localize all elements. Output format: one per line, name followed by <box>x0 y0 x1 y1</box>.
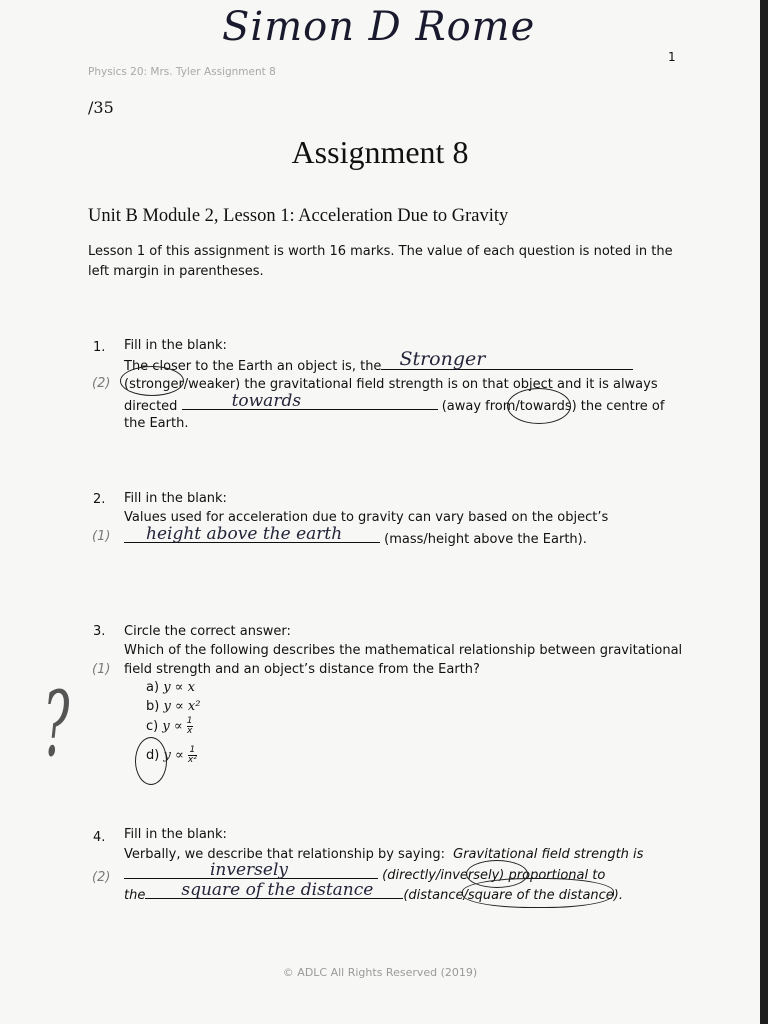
student-signature: Simon D Rome <box>222 4 536 50</box>
q3-option-a-letter: a) <box>146 680 160 695</box>
q1-answer2: towards <box>231 391 302 411</box>
q1-line4: the Earth. <box>124 416 189 431</box>
q1-number: 1. <box>93 340 106 355</box>
q3-option-a-prop: y ∝ <box>163 680 184 695</box>
q3-margin-note: ? <box>42 672 70 777</box>
q3-option-d-fraction <box>188 746 197 765</box>
q4-line1-text: Verbally, we describe that relationship by saying: <box>124 847 445 862</box>
q4-answer2: square of the distance <box>181 880 374 900</box>
q4-line3-text: the <box>124 888 146 903</box>
q4-marks: (2) <box>92 870 111 885</box>
q1-line1-text: The closer to the Earth an object is, the <box>124 359 382 374</box>
q3-option-c-prop: y ∝ <box>162 719 183 734</box>
q3-option-b-prop: y ∝ <box>163 699 184 714</box>
q4-line1-italic: Gravitational field strength is <box>453 847 644 862</box>
q1-blank2 <box>182 391 438 411</box>
q3-option-c-fraction <box>187 717 193 736</box>
q2-answer: height above the earth <box>146 524 343 544</box>
q3-option-d-num: 1 <box>189 745 196 755</box>
q3-option-c[interactable] <box>146 717 193 736</box>
q2-line2 <box>124 524 587 550</box>
q4-line3-end: (distance/square of the distance). <box>403 888 624 903</box>
q3-option-c-den: x <box>187 726 193 736</box>
q3-option-d-prop: y ∝ <box>163 748 184 763</box>
q4-answer1: inversely <box>210 860 289 880</box>
q4-circle-square <box>462 878 614 908</box>
q3-option-b-letter: b) <box>146 699 160 714</box>
q2-prompt: Fill in the blank: <box>124 491 227 506</box>
q3-line1: Which of the following describes the mathematical relationship between gravitational <box>124 643 683 658</box>
q2-blank <box>124 524 380 544</box>
q3-option-a[interactable] <box>146 680 195 695</box>
course-header: Physics 20: Mrs. Tyler Assignment 8 <box>88 66 276 78</box>
q1-circle-stronger <box>120 366 184 396</box>
q4-prompt: Fill in the blank: <box>124 827 227 842</box>
q2-line1: Values used for acceleration due to gravity can vary based on the object’s <box>124 510 609 525</box>
q3-circle-d <box>135 737 167 785</box>
q3-option-c-num: 1 <box>186 716 193 726</box>
q2-number: 2. <box>93 492 106 507</box>
q1-answer1: Stronger <box>399 348 486 370</box>
q3-option-a-expr: x <box>187 680 195 695</box>
page-number: 1 <box>668 50 676 64</box>
q1-line3-text: directed <box>124 399 178 414</box>
copyright-footer: © ADLC All Rights Reserved (2019) <box>282 966 478 979</box>
intro-text: Lesson 1 of this assignment is worth 16 marks. The value of each question is noted in the left margin in parentheses. <box>88 244 673 279</box>
q3-option-b[interactable] <box>146 699 200 714</box>
q4-number: 4. <box>93 830 106 845</box>
q4-line1 <box>124 845 643 865</box>
scan-edge <box>760 0 768 1024</box>
q1-marks: (2) <box>92 376 111 391</box>
lesson-subtitle: Unit B Module 2, Lesson 1: Acceleration Due to Gravity <box>88 206 509 226</box>
q4-blank2 <box>145 880 403 900</box>
q1-line2: (stronger/weaker) the gravitational field strength is on that object and it is always <box>124 377 658 392</box>
q1-line3 <box>124 391 665 417</box>
q2-line2-end: (mass/height above the Earth). <box>384 532 587 547</box>
q4-line2-end: (directly/inversely) proportional to <box>382 868 606 883</box>
page-title: Assignment 8 <box>291 134 469 170</box>
q2-marks: (1) <box>92 529 111 544</box>
q4-blank1 <box>124 860 378 880</box>
q3-marks: (1) <box>92 662 111 677</box>
q3-prompt: Circle the correct answer: <box>124 624 291 639</box>
q1-line1 <box>124 348 633 377</box>
q1-circle-towards <box>507 388 571 424</box>
q3-option-d-letter: d) <box>146 748 160 763</box>
q3-option-d-den: x² <box>187 755 197 765</box>
q3-number: 3. <box>93 624 106 639</box>
score-total: /35 <box>88 98 114 117</box>
q3-line2: field strength and an object’s distance from the Earth? <box>124 662 480 677</box>
q1-prompt: Fill in the blank: <box>124 338 227 353</box>
q3-option-c-letter: c) <box>146 719 159 734</box>
q1-blank1 <box>381 348 633 370</box>
q1-line3-end: (away from/towards) the centre of <box>441 399 665 414</box>
q3-option-b-expr: x² <box>187 699 201 714</box>
